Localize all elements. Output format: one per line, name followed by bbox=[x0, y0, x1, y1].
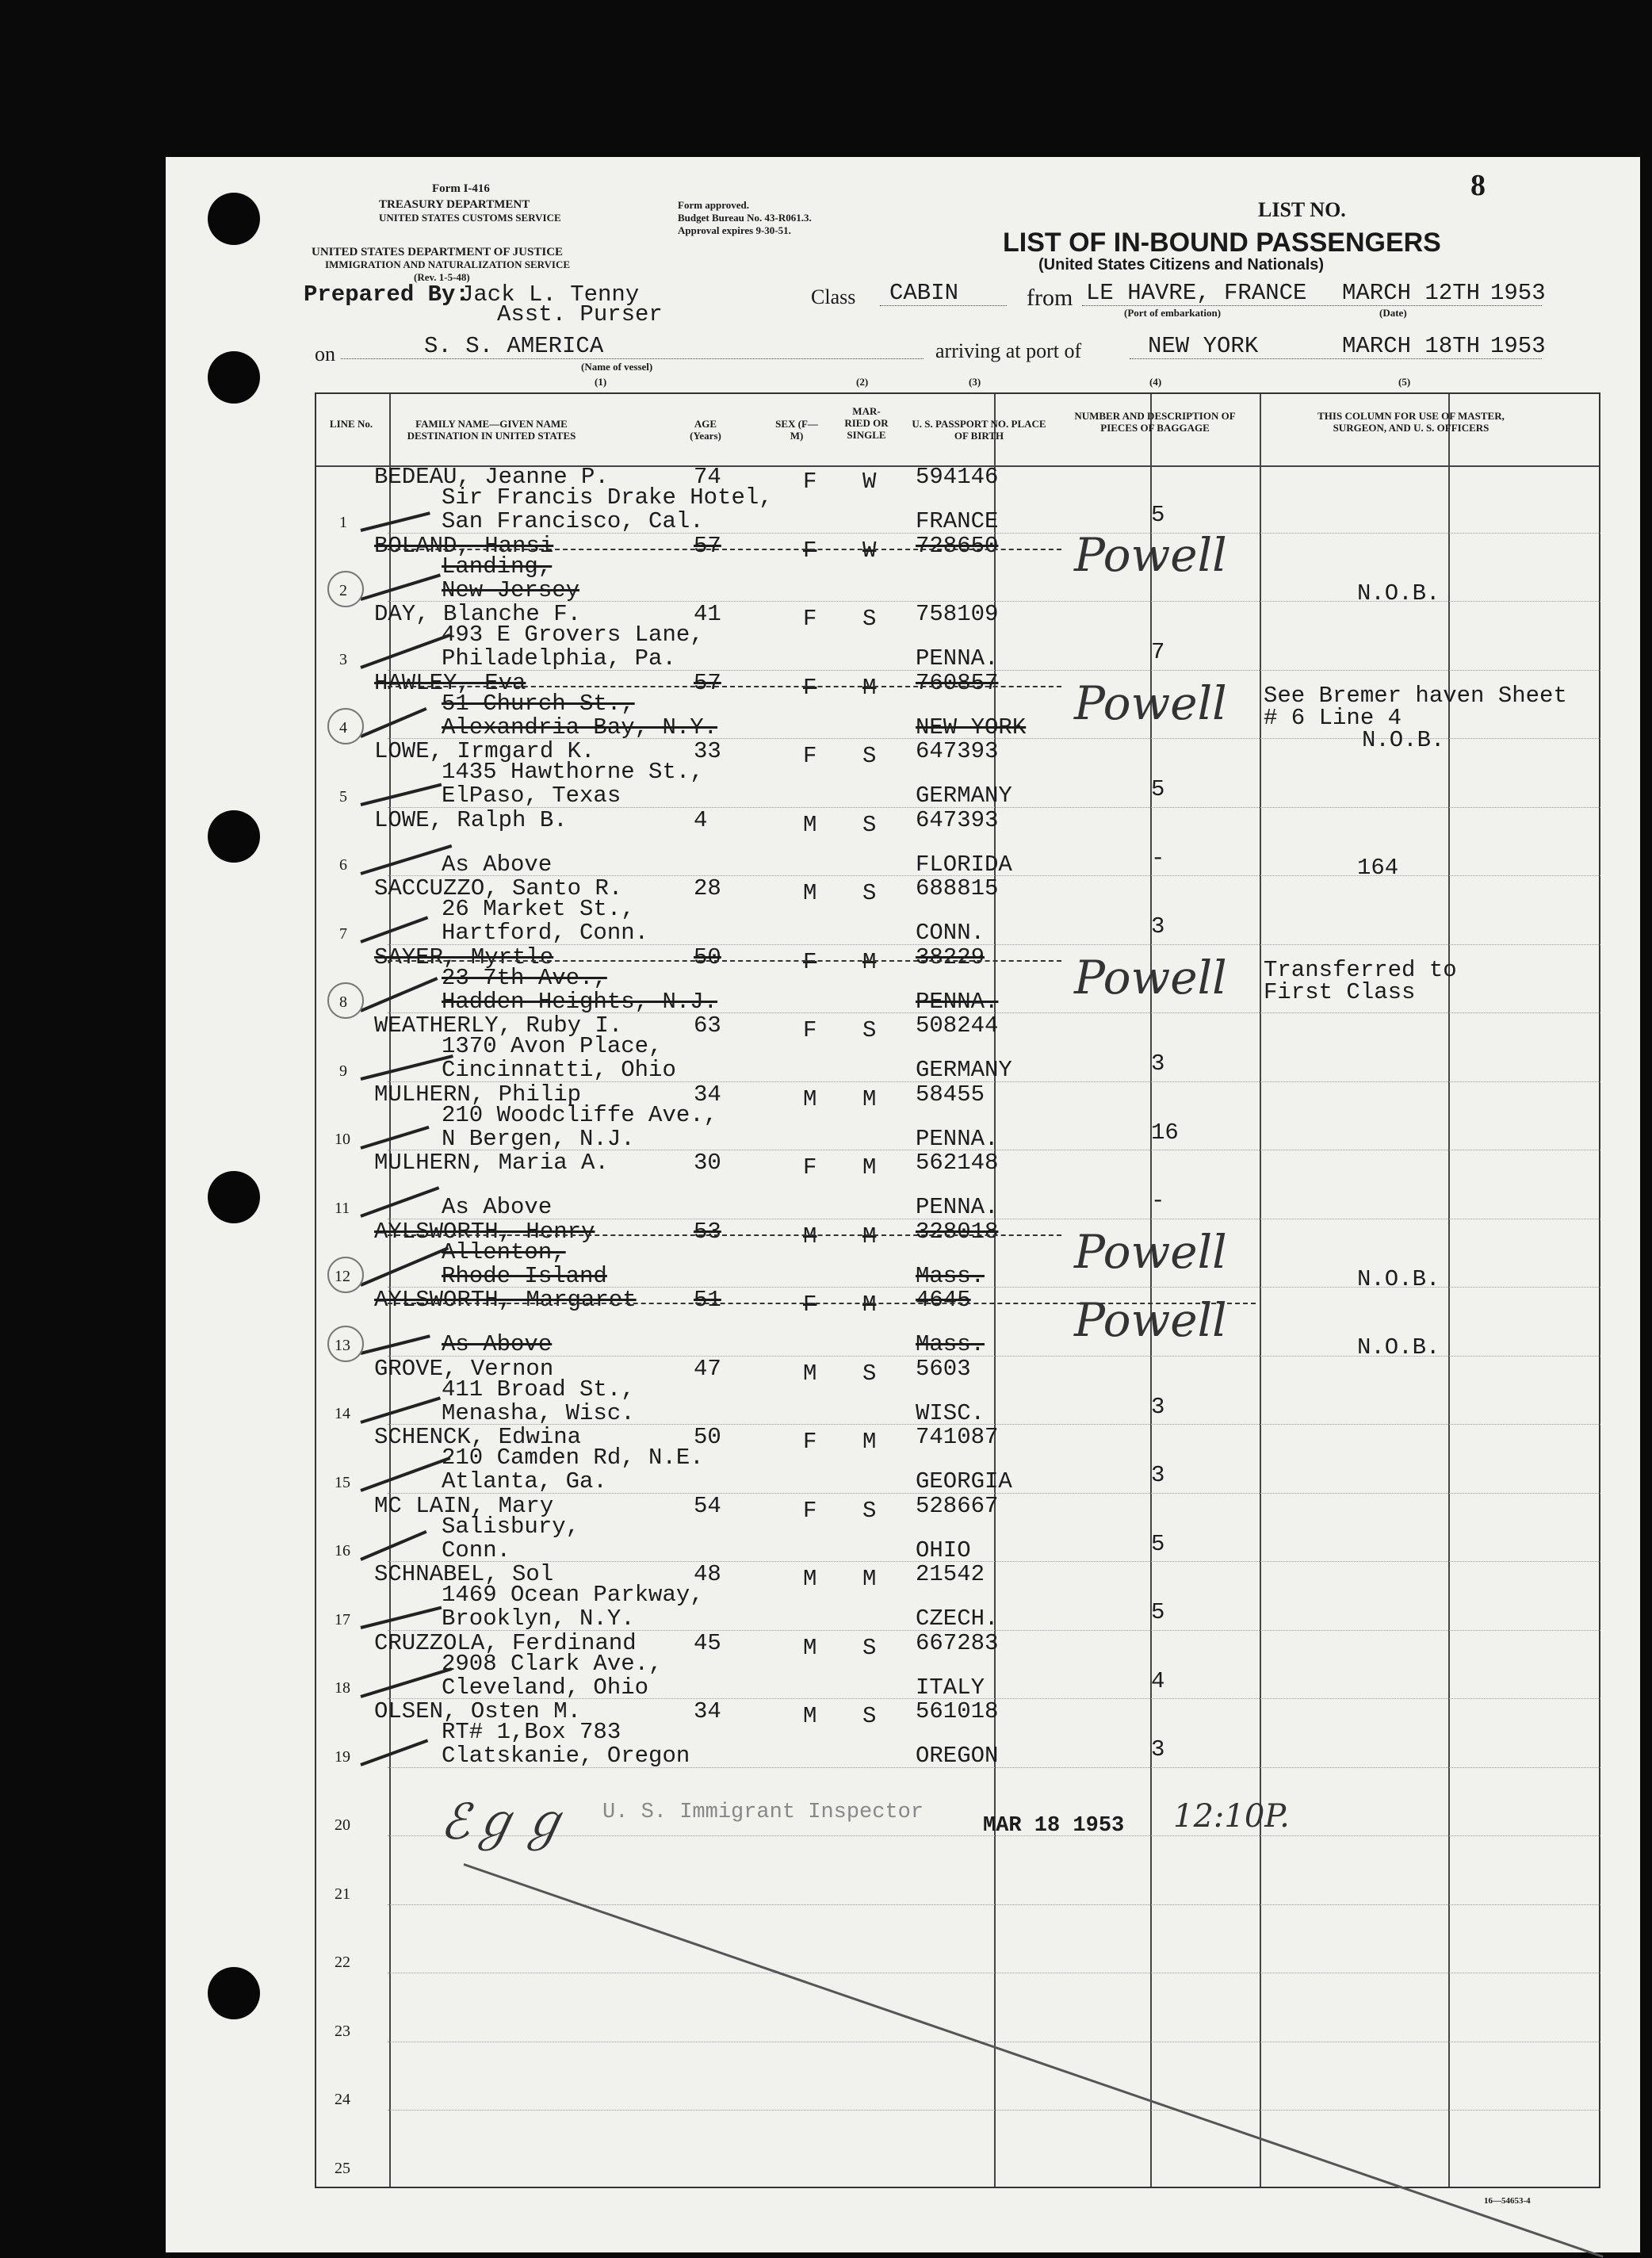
passenger-city: Cleveland, Ohio bbox=[442, 1674, 649, 1701]
passenger-name: GROVE, Vernon bbox=[374, 1355, 554, 1382]
place-of-birth: GERMANY bbox=[916, 783, 1012, 809]
embarkation-date: MARCH 12TH bbox=[1342, 280, 1481, 306]
passenger-name: BEDEAU, Jeanne P. bbox=[374, 464, 609, 490]
header-passport: U. S. PASSPORT NO. PLACE OF BIRTH bbox=[912, 418, 1046, 442]
passenger-name: OLSEN, Osten M. bbox=[374, 1698, 582, 1724]
baggage-count: 3 bbox=[1151, 1736, 1165, 1762]
column-number-3: (3) bbox=[969, 376, 981, 388]
binder-hole bbox=[208, 810, 260, 863]
line-circle bbox=[327, 1257, 364, 1293]
line-number: 6 bbox=[339, 856, 347, 874]
passport-number: 328018 bbox=[916, 1218, 999, 1245]
line-number: 19 bbox=[335, 1747, 350, 1766]
passenger-age: 50 bbox=[694, 1424, 721, 1450]
passenger-sex: M bbox=[803, 1223, 817, 1250]
passport-number: 741087 bbox=[916, 1424, 999, 1450]
class-value: CABIN bbox=[889, 280, 959, 306]
handwritten-annotation: Powell bbox=[1074, 1293, 1227, 1347]
passport-number: 647393 bbox=[916, 806, 999, 833]
footer-code: 16—54653-4 bbox=[1484, 2196, 1531, 2206]
row-rule bbox=[388, 1904, 1600, 1905]
place-of-birth: PENNA. bbox=[916, 645, 999, 672]
binder-hole bbox=[208, 351, 260, 404]
line-number: 12 bbox=[335, 1268, 350, 1285]
passenger-city: New Jersey bbox=[442, 576, 580, 603]
passenger-marital-status: M bbox=[862, 948, 877, 975]
line-number: 15 bbox=[335, 1473, 350, 1491]
line-number: 11 bbox=[335, 1199, 350, 1217]
arrival-year: 1953 bbox=[1490, 333, 1546, 359]
column-number-5: (5) bbox=[1398, 376, 1411, 388]
binder-hole bbox=[208, 193, 260, 245]
passenger-city: As Above bbox=[442, 1331, 553, 1357]
passenger-sex: F bbox=[803, 1017, 817, 1043]
line-circle bbox=[327, 571, 364, 607]
officer-note-line2: # 6 Line 4 bbox=[1264, 704, 1402, 731]
passenger-address: Sir Francis Drake Hotel, bbox=[442, 484, 773, 511]
strike-dash bbox=[388, 686, 1061, 687]
strike-dash bbox=[388, 549, 1061, 550]
line-number: 9 bbox=[339, 1062, 347, 1080]
header-sex: SEX (F—M) bbox=[775, 418, 818, 442]
passenger-sex: F bbox=[803, 606, 817, 632]
line-number: 22 bbox=[335, 1954, 350, 1971]
passenger-marital-status: M bbox=[862, 674, 877, 701]
inspector-stamp: U. S. Immigrant Inspector bbox=[602, 1801, 924, 1824]
passenger-marital-status: M bbox=[862, 1566, 877, 1592]
from-label: from bbox=[1027, 285, 1073, 311]
vessel-caption: (Name of vessel) bbox=[581, 361, 653, 373]
baggage-count: 5 bbox=[1151, 776, 1165, 802]
passenger-name: SCHENCK, Edwina bbox=[374, 1424, 582, 1450]
passenger-name: SCHNABEL, Sol bbox=[374, 1561, 554, 1587]
passenger-city: Philadelphia, Pa. bbox=[442, 645, 676, 672]
passenger-city: Cincinnatti, Ohio bbox=[442, 1057, 676, 1083]
customs-service: UNITED STATES CUSTOMS SERVICE bbox=[379, 212, 561, 224]
header-married: MAR- RIED OR SINGLE bbox=[844, 405, 889, 441]
handwritten-annotation: Powell bbox=[1074, 950, 1227, 1005]
passenger-age: 4 bbox=[694, 806, 708, 833]
header-baggage: NUMBER AND DESCRIPTION OF PIECES OF BAGGAGE bbox=[1074, 410, 1236, 434]
class-label: Class bbox=[811, 285, 856, 308]
header-age: AGE (Years) bbox=[690, 418, 721, 442]
passenger-city: As Above bbox=[442, 1194, 553, 1220]
passenger-city: N Bergen, N.J. bbox=[442, 1125, 635, 1152]
passenger-city: Atlanta, Ga. bbox=[442, 1468, 607, 1494]
passenger-address: 26 Market St., bbox=[442, 896, 635, 922]
passenger-name: BOLAND, Hansi bbox=[374, 532, 554, 559]
baggage-count: 3 bbox=[1151, 913, 1165, 940]
passenger-marital-status: S bbox=[862, 1634, 877, 1661]
baggage-count: 5 bbox=[1151, 1530, 1165, 1557]
strike-dash bbox=[388, 1303, 1256, 1304]
line-number: 18 bbox=[335, 1679, 350, 1697]
row-rule bbox=[388, 2110, 1600, 2111]
passenger-marital-status: S bbox=[862, 743, 877, 769]
line-number: 25 bbox=[335, 2159, 350, 2177]
passenger-address: 2908 Clark Ave., bbox=[442, 1650, 663, 1677]
passenger-address: Allenton, bbox=[442, 1238, 566, 1265]
passenger-address: 51 Church St., bbox=[442, 690, 635, 717]
baggage-count: - bbox=[1151, 1188, 1165, 1214]
passenger-city: As Above bbox=[442, 851, 553, 878]
line-number: 1 bbox=[339, 513, 347, 531]
department-of-justice: UNITED STATES DEPARTMENT OF JUSTICE bbox=[312, 246, 564, 258]
passenger-sex: M bbox=[803, 1085, 817, 1112]
line-circle bbox=[327, 1326, 364, 1362]
stamp-time: 12:10P. bbox=[1173, 1798, 1290, 1835]
passenger-age: 33 bbox=[694, 738, 721, 764]
strike-dash bbox=[388, 960, 1061, 962]
baggage-count: 3 bbox=[1151, 1393, 1165, 1420]
line-number: 5 bbox=[339, 787, 347, 806]
inspector-signature: ℰℊℊ bbox=[440, 1793, 568, 1850]
officer-note-line3: N.O.B. bbox=[1362, 726, 1445, 753]
passenger-age: 53 bbox=[694, 1218, 721, 1245]
passenger-city: Rhode Island bbox=[442, 1262, 607, 1289]
baggage-count: 3 bbox=[1151, 1462, 1165, 1488]
place-of-birth: PENNA. bbox=[916, 988, 999, 1015]
passenger-marital-status: S bbox=[862, 1360, 877, 1387]
officer-note: N.O.B. bbox=[1357, 1334, 1440, 1361]
line-number: 10 bbox=[335, 1131, 350, 1148]
date-caption: (Date) bbox=[1379, 307, 1407, 319]
document-title: LIST OF IN-BOUND PASSENGERS bbox=[1003, 228, 1441, 258]
passenger-age: 63 bbox=[694, 1012, 721, 1039]
baggage-count: 7 bbox=[1151, 639, 1165, 665]
place-of-birth: GEORGIA bbox=[916, 1468, 1012, 1494]
passenger-marital-status: S bbox=[862, 606, 877, 632]
passport-number: 5603 bbox=[916, 1355, 971, 1382]
passenger-sex: F bbox=[803, 1154, 817, 1181]
passenger-age: 57 bbox=[694, 532, 721, 559]
header-name: FAMILY NAME—GIVEN NAME DESTINATION IN UNITED STATES bbox=[407, 418, 576, 442]
prepared-label: Prepared By: bbox=[304, 281, 469, 308]
passenger-address: 210 Woodcliffe Ave., bbox=[442, 1101, 718, 1128]
passenger-marital-status: M bbox=[862, 1292, 877, 1318]
document-subtitle: (United States Citizens and Nationals) bbox=[1038, 256, 1325, 274]
approval-expires: Approval expires 9-30-51. bbox=[678, 224, 791, 236]
passenger-name: LOWE, Ralph B. bbox=[374, 806, 568, 833]
passenger-address: Landing, bbox=[442, 553, 553, 580]
passenger-city: Hartford, Conn. bbox=[442, 920, 649, 946]
row-rule bbox=[388, 1561, 1600, 1562]
passport-number: 760857 bbox=[916, 669, 999, 696]
line-number: 4 bbox=[339, 719, 347, 737]
passport-number: 594146 bbox=[916, 464, 999, 490]
line-number: 14 bbox=[335, 1405, 350, 1422]
passenger-marital-status: S bbox=[862, 880, 877, 906]
place-of-birth: OREGON bbox=[916, 1743, 999, 1769]
line-number: 21 bbox=[335, 1885, 350, 1903]
stamp-date: MAR 18 1953 bbox=[983, 1814, 1125, 1838]
line-number: 24 bbox=[335, 2091, 350, 2108]
passenger-name: MC LAIN, Mary bbox=[374, 1492, 554, 1519]
passenger-address: RT# 1,Box 783 bbox=[442, 1719, 621, 1745]
form-number: Form I-416 bbox=[432, 182, 490, 195]
passenger-address: 210 Camden Rd, N.E. bbox=[442, 1445, 704, 1471]
passenger-name: LOWE, Irmgard K. bbox=[374, 738, 595, 764]
officer-note: N.O.B. bbox=[1357, 1265, 1440, 1292]
line-number: 8 bbox=[339, 993, 347, 1011]
dotted-rule bbox=[1082, 305, 1542, 306]
form-revision: (Rev. 1-5-48) bbox=[414, 271, 470, 283]
passenger-sex: F bbox=[803, 537, 817, 564]
place-of-birth: PENNA. bbox=[916, 1194, 999, 1220]
treasury-department: TREASURY DEPARTMENT bbox=[379, 198, 530, 211]
passenger-name: AYLSWORTH, Margaret bbox=[374, 1287, 637, 1313]
passport-number: 21542 bbox=[916, 1561, 985, 1587]
place-of-birth: FLORIDA bbox=[916, 851, 1012, 878]
line-number: 23 bbox=[335, 2022, 350, 2040]
passenger-name: WEATHERLY, Ruby I. bbox=[374, 1012, 623, 1039]
line-number: 7 bbox=[339, 924, 347, 943]
passenger-marital-status: W bbox=[862, 469, 877, 495]
passenger-address: 411 Broad St., bbox=[442, 1376, 635, 1403]
place-of-birth: Mass. bbox=[916, 1331, 985, 1357]
passport-number: 58455 bbox=[916, 1081, 985, 1108]
officer-note: 164 bbox=[1357, 854, 1399, 881]
passenger-sex: F bbox=[803, 1292, 817, 1318]
passport-number: 528667 bbox=[916, 1492, 999, 1519]
passenger-marital-status: M bbox=[862, 1085, 877, 1112]
passport-number: 4645 bbox=[916, 1287, 971, 1313]
passenger-age: 41 bbox=[694, 601, 721, 627]
passport-number: 758109 bbox=[916, 601, 999, 627]
budget-bureau: Budget Bureau No. 43-R061.3. bbox=[678, 212, 812, 224]
passenger-sex: F bbox=[803, 674, 817, 701]
place-of-birth: WISC. bbox=[916, 1399, 985, 1426]
column-number-1: (1) bbox=[595, 376, 607, 388]
passenger-name: DAY, Blanche F. bbox=[374, 601, 582, 627]
on-label: on bbox=[315, 343, 335, 365]
passenger-age: 28 bbox=[694, 875, 721, 901]
place-of-birth: CZECH. bbox=[916, 1605, 999, 1632]
officer-note-line2: First Class bbox=[1264, 978, 1416, 1005]
passenger-sex: F bbox=[803, 948, 817, 975]
passenger-name: CRUZZOLA, Ferdinand bbox=[374, 1629, 637, 1656]
passenger-city: Clatskanie, Oregon bbox=[442, 1743, 690, 1769]
list-no-label: LIST NO. bbox=[1258, 198, 1346, 221]
passenger-city: Conn. bbox=[442, 1537, 511, 1563]
dotted-rule bbox=[880, 305, 1007, 306]
place-of-birth: PENNA. bbox=[916, 1125, 999, 1152]
passenger-age: 51 bbox=[694, 1287, 721, 1313]
passenger-marital-status: M bbox=[862, 1429, 877, 1455]
passenger-age: 48 bbox=[694, 1561, 721, 1587]
vessel-name: S. S. AMERICA bbox=[424, 333, 604, 359]
passenger-sex: F bbox=[803, 1429, 817, 1455]
place-of-birth: ITALY bbox=[916, 1674, 985, 1701]
naturalization-service: IMMIGRATION AND NATURALIZATION SERVICE bbox=[325, 258, 571, 270]
passenger-marital-status: M bbox=[862, 1154, 877, 1181]
passenger-sex: F bbox=[803, 743, 817, 769]
baggage-count: - bbox=[1151, 844, 1165, 871]
passenger-age: 57 bbox=[694, 669, 721, 696]
passenger-city: ElPaso, Texas bbox=[442, 783, 621, 809]
place-of-birth: Mass. bbox=[916, 1262, 985, 1289]
arriving-label: arriving at port of bbox=[935, 339, 1082, 362]
passenger-name: AYLSWORTH, Henry bbox=[374, 1218, 595, 1245]
passenger-name: MULHERN, Maria A. bbox=[374, 1150, 609, 1176]
passenger-sex: M bbox=[803, 1360, 817, 1387]
passport-number: 562148 bbox=[916, 1150, 999, 1176]
line-circle bbox=[327, 982, 364, 1019]
passenger-address: 1435 Hawthorne St., bbox=[442, 759, 704, 785]
dotted-rule bbox=[1130, 358, 1542, 359]
place-of-birth: CONN. bbox=[916, 920, 985, 946]
prepared-by-title: Asst. Purser bbox=[497, 301, 663, 327]
passenger-name: HAWLEY, Eva bbox=[374, 669, 526, 696]
binder-hole bbox=[208, 1967, 260, 2019]
place-of-birth: FRANCE bbox=[916, 508, 999, 534]
baggage-count: 5 bbox=[1151, 1599, 1165, 1625]
port-of-embarkation: LE HAVRE, FRANCE bbox=[1086, 280, 1307, 306]
passenger-city: Brooklyn, N.Y. bbox=[442, 1605, 635, 1632]
passenger-address: 23 7th Ave., bbox=[442, 964, 607, 991]
baggage-count: 3 bbox=[1151, 1051, 1165, 1077]
passport-number: 508244 bbox=[916, 1012, 999, 1039]
passenger-city: Alexandria Bay, N.Y. bbox=[442, 714, 718, 741]
passport-number: 647393 bbox=[916, 738, 999, 764]
passenger-sex: M bbox=[803, 811, 817, 838]
header-line-no: LINE No. bbox=[329, 418, 373, 430]
passenger-name: SAYER, Myrtle bbox=[374, 943, 554, 970]
line-number: 13 bbox=[335, 1336, 350, 1354]
officer-note: N.O.B. bbox=[1357, 580, 1440, 607]
line-circle bbox=[327, 708, 364, 744]
passenger-name: MULHERN, Philip bbox=[374, 1081, 582, 1108]
passenger-marital-status: S bbox=[862, 811, 877, 838]
passenger-city: Hadden Heights, N.J. bbox=[442, 988, 718, 1015]
prepared-by-name: Jack L. Tenny bbox=[460, 281, 640, 308]
passenger-address: 1469 Ocean Parkway, bbox=[442, 1582, 704, 1608]
passenger-age: 34 bbox=[694, 1081, 721, 1108]
binder-hole bbox=[208, 1171, 260, 1223]
passenger-marital-status: S bbox=[862, 1497, 877, 1524]
passport-number: 728650 bbox=[916, 532, 999, 559]
officer-note: Transferred to bbox=[1264, 956, 1457, 983]
baggage-count: 5 bbox=[1151, 502, 1165, 528]
handwritten-annotation: Powell bbox=[1074, 1224, 1227, 1279]
place-of-birth: OHIO bbox=[916, 1537, 971, 1563]
passenger-marital-status: S bbox=[862, 1703, 877, 1729]
line-number: 20 bbox=[335, 1816, 350, 1834]
handwritten-annotation: Powell bbox=[1074, 675, 1227, 730]
page-number: 8 bbox=[1470, 169, 1486, 202]
passenger-age: 47 bbox=[694, 1355, 721, 1382]
arrival-date: MARCH 18TH bbox=[1342, 333, 1481, 359]
dotted-rule bbox=[341, 358, 924, 359]
passenger-city: Menasha, Wisc. bbox=[442, 1399, 635, 1426]
passenger-name: SACCUZZO, Santo R. bbox=[374, 875, 623, 901]
passport-number: 667283 bbox=[916, 1629, 999, 1656]
passenger-sex: M bbox=[803, 1703, 817, 1729]
strike-dash bbox=[388, 1234, 1061, 1236]
line-number: 3 bbox=[339, 650, 347, 668]
passenger-marital-status: M bbox=[862, 1223, 877, 1250]
line-number: 17 bbox=[335, 1610, 350, 1628]
passenger-age: 30 bbox=[694, 1150, 721, 1176]
passenger-age: 50 bbox=[694, 943, 721, 970]
passenger-age: 34 bbox=[694, 1698, 721, 1724]
embarkation-year: 1953 bbox=[1490, 280, 1546, 306]
passenger-sex: M bbox=[803, 1634, 817, 1661]
passport-number: 561018 bbox=[916, 1698, 999, 1724]
passenger-age: 54 bbox=[694, 1492, 721, 1519]
passenger-sex: M bbox=[803, 1566, 817, 1592]
passport-number: 688815 bbox=[916, 875, 999, 901]
place-of-birth: NEW YORK bbox=[916, 714, 1027, 741]
baggage-count: 4 bbox=[1151, 1667, 1165, 1694]
officer-note: See Bremer haven Sheet bbox=[1264, 682, 1567, 709]
passenger-age: 45 bbox=[694, 1629, 721, 1656]
passenger-sex: F bbox=[803, 1497, 817, 1524]
passenger-sex: F bbox=[803, 469, 817, 495]
column-number-4: (4) bbox=[1149, 376, 1162, 388]
form-approved: Form approved. bbox=[678, 199, 750, 211]
header-officers: THIS COLUMN FOR USE OF MASTER, SURGEON, AND U. S. OFFICERS bbox=[1317, 410, 1505, 434]
passenger-sex: M bbox=[803, 880, 817, 906]
passenger-marital-status: W bbox=[862, 537, 877, 564]
passenger-age: 74 bbox=[694, 464, 721, 490]
passport-number: 38229 bbox=[916, 943, 985, 970]
handwritten-annotation: Powell bbox=[1074, 527, 1227, 582]
passenger-address: Salisbury, bbox=[442, 1513, 580, 1540]
passenger-address: 493 E Grovers Lane, bbox=[442, 622, 704, 648]
line-number: 16 bbox=[335, 1542, 350, 1560]
passenger-city: San Francisco, Cal. bbox=[442, 508, 704, 534]
place-of-birth: GERMANY bbox=[916, 1057, 1012, 1083]
port-embark-caption: (Port of embarkation) bbox=[1124, 307, 1222, 319]
baggage-count: 16 bbox=[1151, 1119, 1179, 1146]
passenger-address: 1370 Avon Place, bbox=[442, 1033, 663, 1059]
passenger-marital-status: S bbox=[862, 1017, 877, 1043]
line-number: 2 bbox=[339, 582, 347, 599]
arrival-port: NEW YORK bbox=[1148, 333, 1259, 359]
column-number-2: (2) bbox=[856, 376, 869, 388]
